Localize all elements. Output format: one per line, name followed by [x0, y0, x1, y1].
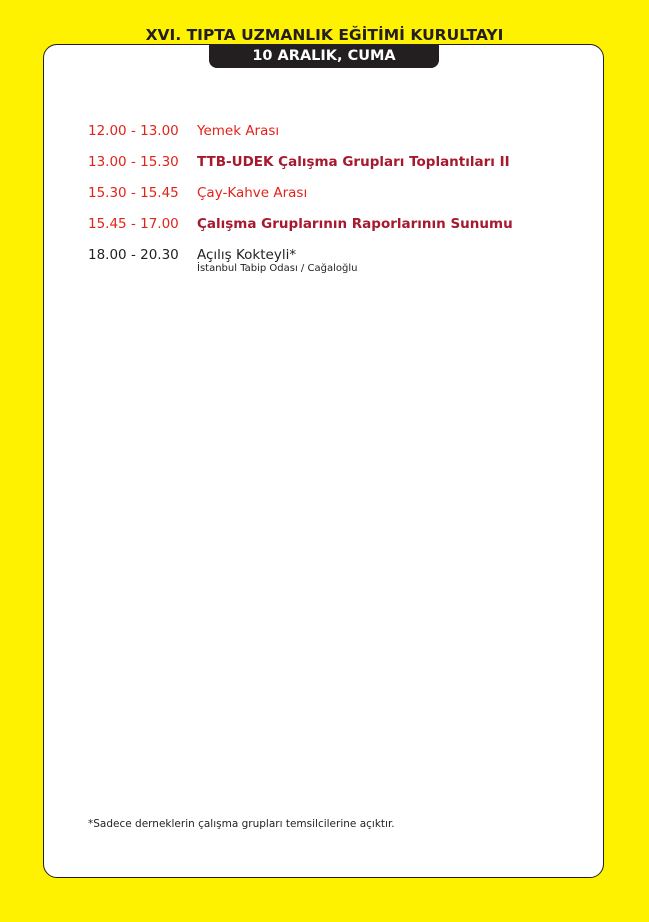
footnote: *Sadece derneklerin çalışma grupları temsilcilerine açıktır. [88, 818, 395, 830]
schedule-time: 15.45 - 17.00 [88, 216, 179, 232]
date-tab: 10 ARALIK, CUMA [209, 44, 439, 68]
schedule-event: Açılış Kokteyli* [197, 247, 297, 263]
schedule-event: TTB-UDEK Çalışma Grupları Toplantıları II [197, 154, 510, 170]
schedule-row [88, 246, 588, 277]
schedule-row [88, 215, 588, 246]
schedule-time: 18.00 - 20.30 [88, 247, 179, 263]
schedule-event: Yemek Arası [197, 123, 280, 139]
page-title: XVI. TIPTA UZMANLIK EĞİTİMİ KURULTAYI [145, 26, 504, 44]
schedule-row [88, 122, 588, 153]
schedule-time: 15.30 - 15.45 [88, 185, 179, 201]
schedule-event: Çalışma Gruplarının Raporlarının Sunumu [197, 216, 513, 232]
schedule-location: İstanbul Tabip Odası / Cağaloğlu [197, 263, 358, 274]
schedule-row [88, 184, 588, 215]
schedule-list [88, 122, 588, 277]
schedule-row [88, 153, 588, 184]
schedule-time: 13.00 - 15.30 [88, 154, 179, 170]
schedule-event: Çay-Kahve Arası [197, 185, 308, 201]
schedule-time: 12.00 - 13.00 [88, 123, 179, 139]
